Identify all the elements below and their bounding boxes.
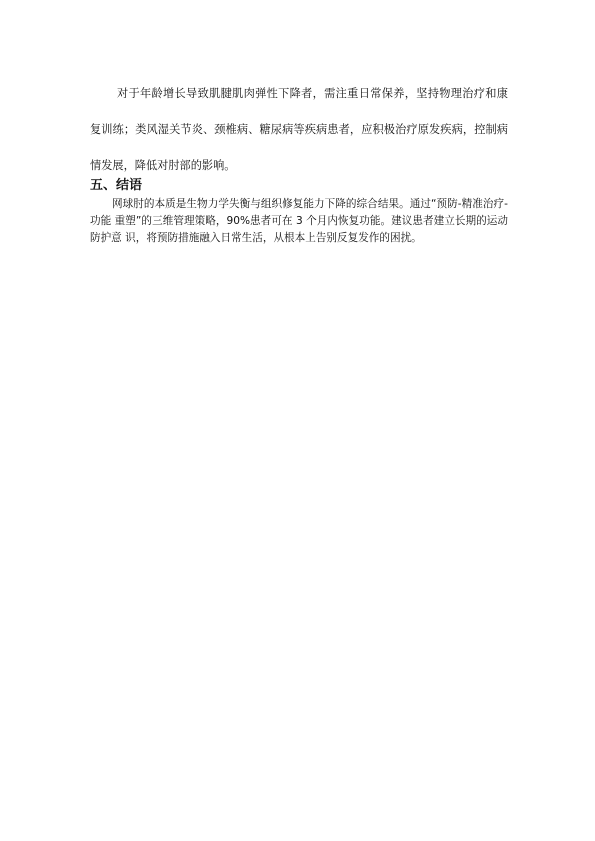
body-paragraph: 对于年龄增长导致肌腱肌肉弹性下降者，需注重日常保养，坚持物理治疗和康复训练；类风湿关节炎、颈椎病、糖尿病等疾病患者，应积极治疗原发疾病，控制病情发展，降低对肘部的影响。 — [90, 87, 508, 172]
conclusion-paragraph: 网球肘的本质是生物力学失衡与组织修复能力下降的综合结果。通过“预防-精准治疗-功能 重塑”的三维管理策略，90%患者可在 3 个月内恢复功能。建议患者建立长期的运动防护意 识，将预防措施融入日常生活，从根本上告别反复发作的困扰。 — [90, 198, 508, 244]
section-heading: 五、结语 — [90, 178, 143, 193]
